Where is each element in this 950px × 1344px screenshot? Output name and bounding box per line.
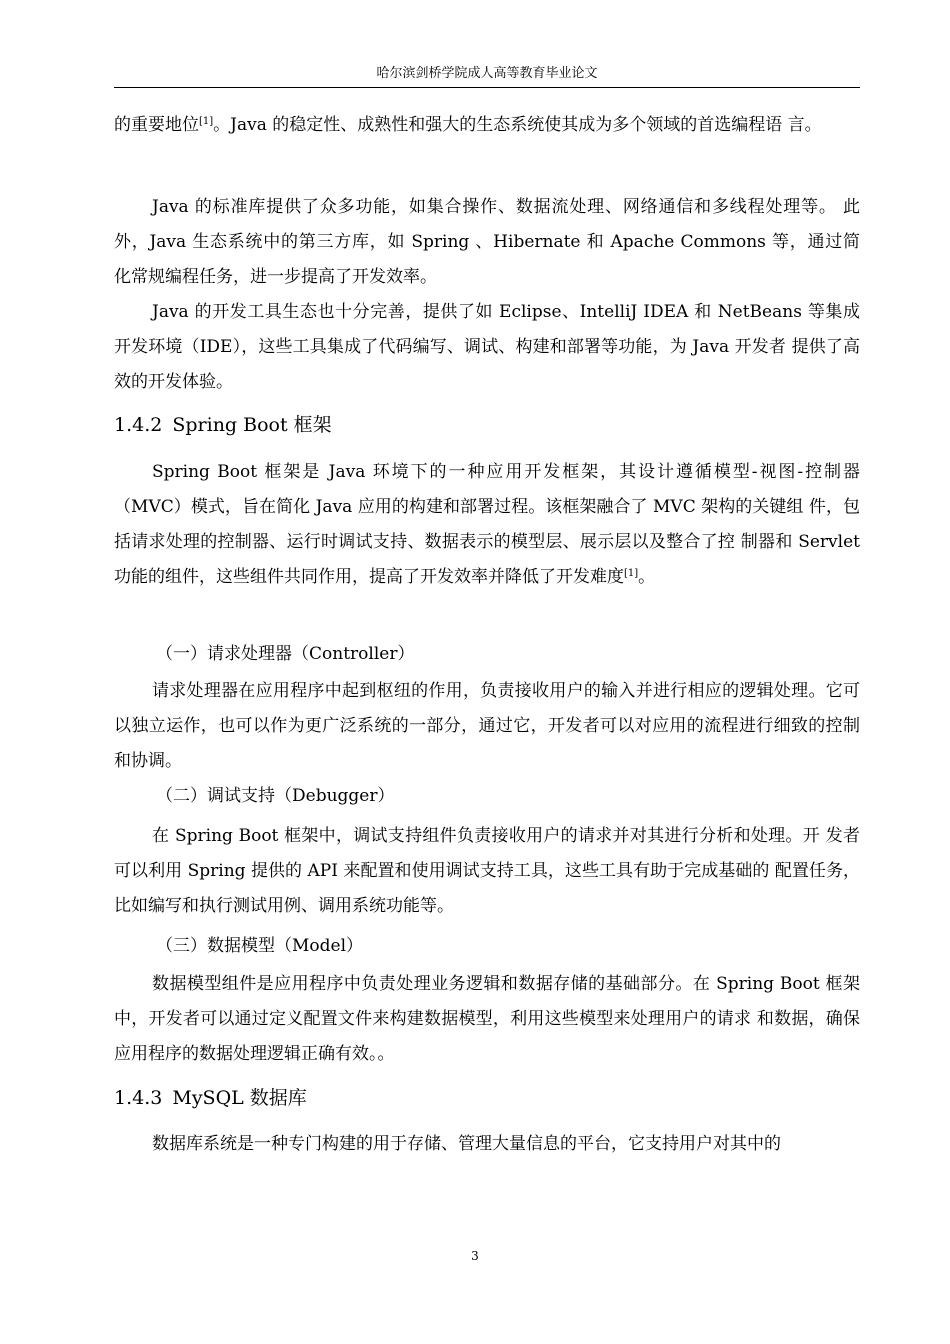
header-rule — [114, 87, 860, 88]
section-heading-spring-boot: 1.4.2 Spring Boot 框架 — [114, 414, 332, 436]
paragraph-spring-boot-intro: Spring Boot 框架是 Java 环境下的一种应用开发框架，其设计遵循模型-视图-控制器 （MVC）模式，旨在简化 Java 应用的构建和部署过程。该框架融合了 MVC 架构的关键组 件，包括请求处理的控制器、运行时调试支持、数据表示的模型层、展示层以及整合了控 制器和 Servlet 功能的组件，这些组件共同作用，提高了开发效率并降低了开发难度[1]。 — [114, 462, 860, 587]
citation-ref: [1] — [199, 116, 214, 127]
paragraph-java-importance: 的重要地位[1]。Java 的稳定性、成熟性和强大的生态系统使其成为多个领域的首选编程语 言。 — [114, 115, 822, 135]
citation-ref: [1] — [624, 568, 639, 579]
paragraph-java-stdlib: Java 的标准库提供了众多功能，如集合操作、数据流处理、网络通信和多线程处理等。 此外，Java 生态系统中的第三方库，如 Spring 、Hibernate 和 Apache Commons 等，通过简 化常规编程任务，进一步提高了开发效率。 — [114, 197, 860, 287]
paragraph-model: 数据模型组件是应用程序中负责处理业务逻辑和数据存储的基础部分。在 Spring Boot 框架中，开发者可以通过定义配置文件来构建数据模型，利用这些模型来处理用户的请求 和数据，确保应用程序的数据处理逻辑正确有效。。 — [114, 974, 860, 1064]
paragraph-mysql-intro: 数据库系统是一种专门构建的用于存储、管理大量信息的平台，它支持用户对其中的 — [152, 1134, 781, 1154]
page-number: 3 — [471, 1249, 479, 1263]
subheading-debugger: （二）调试支持（Debugger） — [156, 786, 395, 806]
subheading-controller: （一）请求处理器（Controller） — [156, 644, 415, 664]
paragraph-controller: 请求处理器在应用程序中起到枢纽的作用，负责接收用户的输入并进行相应的逻辑处理。它可以独立运作，也可以作为更广泛系统的一部分，通过它，开发者可以对应用的流程进行细致的控制和协调。 — [114, 681, 860, 771]
paragraph-debugger: 在 Spring Boot 框架中，调试支持组件负责接收用户的请求并对其进行分析和处理。开 发者可以利用 Spring 提供的 API 来配置和使用调试支持工具，这些工具有助于完成基础的 配置任务，比如编写和执行测试用例、调用系统功能等。 — [114, 826, 860, 916]
subheading-model: （三）数据模型（Model） — [156, 936, 364, 956]
running-header: 哈尔滨剑桥学院成人高等教育毕业论文 — [376, 66, 598, 81]
paragraph-java-tools: Java 的开发工具生态也十分完善，提供了如 Eclipse、IntelliJ IDEA 和 NetBeans 等集成 开发环境（IDE），这些工具集成了代码编写、调试、构建和部署等功能，为 Java 开发者 提供了高效的开发体验。 — [114, 302, 860, 392]
section-heading-mysql: 1.4.3 MySQL 数据库 — [114, 1087, 307, 1109]
